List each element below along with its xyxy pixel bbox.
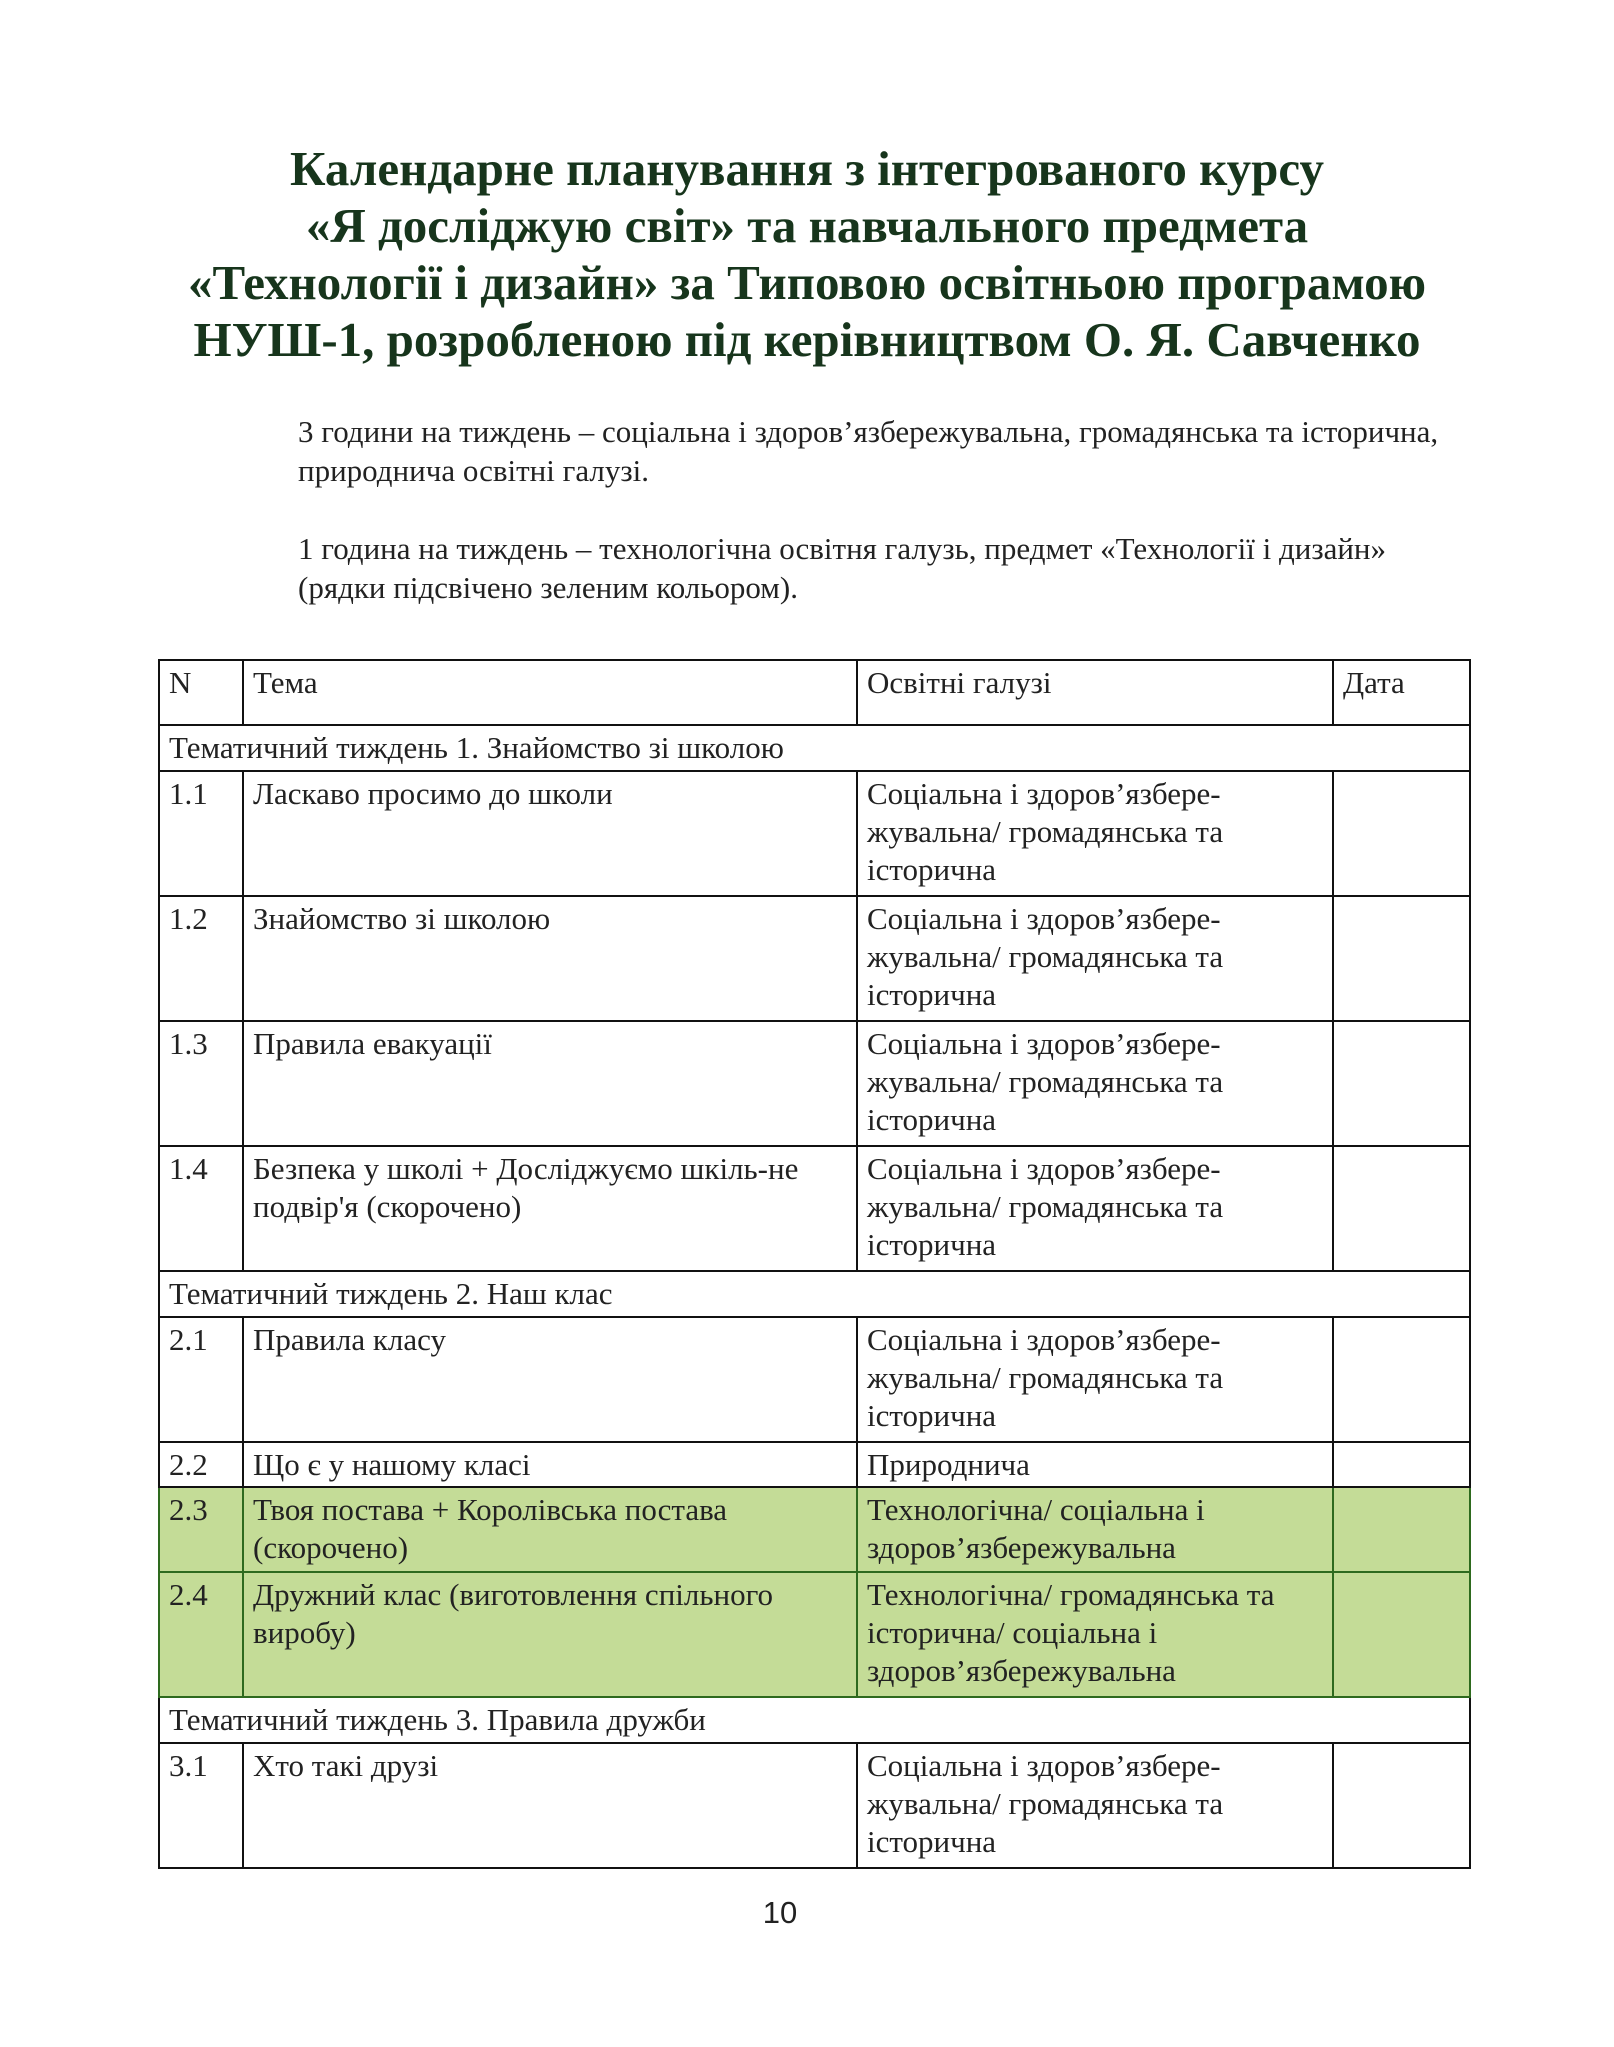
cell-area: Соціальна і здоров’язбере-жувальна/ громадянська та історична bbox=[857, 896, 1333, 1021]
cell-topic: Дружний клас (виготовлення спільного виробу) bbox=[243, 1572, 857, 1697]
page-number: 10 bbox=[762, 1895, 798, 1930]
cell-area: Соціальна і здоров’язбере-жувальна/ громадянська та історична bbox=[857, 1743, 1333, 1868]
cell-area: Природнича bbox=[857, 1442, 1333, 1487]
table-row bbox=[159, 1317, 1470, 1442]
cell-number: 3.1 bbox=[159, 1743, 243, 1868]
cell-number: 2.1 bbox=[159, 1317, 243, 1442]
cell-topic: Твоя постава + Королівська постава (скорочено) bbox=[243, 1487, 857, 1572]
title-line: НУШ-1, розробленою під керівництвом О. Я. Савченко bbox=[193, 312, 1421, 367]
cell-number: 2.3 bbox=[159, 1487, 243, 1572]
cell-topic: Безпека у школі + Досліджуємо шкіль-не подвір'я (скорочено) bbox=[243, 1146, 857, 1271]
intro-paragraph-hours-3: 3 години на тиждень – соціальна і здоров’язбережувальна, громадянська та історична, природнича освітні галузі. bbox=[298, 414, 1439, 488]
cell-topic: Хто такі друзі bbox=[243, 1743, 857, 1868]
week-row bbox=[159, 1271, 1470, 1317]
cell-number: 2.2 bbox=[159, 1442, 243, 1487]
table-row-highlighted bbox=[159, 1487, 1470, 1572]
cell-date bbox=[1333, 1146, 1470, 1271]
week-title: Тематичний тиждень 1. Знайомство зі школою bbox=[159, 725, 1470, 771]
week-title: Тематичний тиждень 3. Правила дружби bbox=[159, 1697, 1470, 1743]
cell-date bbox=[1333, 1743, 1470, 1868]
table-row bbox=[159, 1021, 1470, 1146]
table-row bbox=[159, 771, 1470, 896]
title-line: «Я досліджую світ» та навчального предмета bbox=[305, 198, 1309, 253]
header-date: Дата bbox=[1333, 660, 1470, 725]
cell-number: 1.4 bbox=[159, 1146, 243, 1271]
intro-paragraph-hours-1: 1 година на тиждень – технологічна освітня галузь, предмет «Технології і дизайн» (рядки підсвічено зеленим кольором). bbox=[298, 531, 1387, 605]
page-title bbox=[120, 140, 1494, 368]
table-row bbox=[159, 1146, 1470, 1271]
cell-number: 1.1 bbox=[159, 771, 243, 896]
cell-number: 1.2 bbox=[159, 896, 243, 1021]
table-row bbox=[159, 896, 1470, 1021]
cell-topic: Знайомство зі школою bbox=[243, 896, 857, 1021]
cell-date bbox=[1333, 1572, 1470, 1697]
table-row bbox=[159, 1743, 1470, 1868]
cell-area: Технологічна/ соціальна і здоров’язбережувальна bbox=[857, 1487, 1333, 1572]
cell-area: Соціальна і здоров’язбере-жувальна/ громадянська та історична bbox=[857, 1146, 1333, 1271]
table-row-highlighted bbox=[159, 1572, 1470, 1697]
cell-topic: Правила класу bbox=[243, 1317, 857, 1442]
week-row bbox=[159, 1697, 1470, 1743]
week-row bbox=[159, 725, 1470, 771]
intro-text bbox=[298, 412, 1458, 607]
title-line: Календарне планування з інтегрованого курсу bbox=[290, 141, 1324, 196]
cell-date bbox=[1333, 1442, 1470, 1487]
cell-area: Соціальна і здоров’язбере-жувальна/ громадянська та історична bbox=[857, 771, 1333, 896]
cell-number: 2.4 bbox=[159, 1572, 243, 1697]
cell-area: Соціальна і здоров’язбере-жувальна/ громадянська та історична bbox=[857, 1021, 1333, 1146]
cell-area: Соціальна і здоров’язбере-жувальна/ громадянська та історична bbox=[857, 1317, 1333, 1442]
table-row bbox=[159, 1442, 1470, 1487]
title-line: «Технології і дизайн» за Типовою освітньою програмою bbox=[187, 255, 1427, 310]
cell-date bbox=[1333, 1021, 1470, 1146]
header-number: N bbox=[159, 660, 243, 725]
cell-number: 1.3 bbox=[159, 1021, 243, 1146]
cell-topic: Правила евакуації bbox=[243, 1021, 857, 1146]
week-title: Тематичний тиждень 2. Наш клас bbox=[159, 1271, 1470, 1317]
cell-area: Технологічна/ громадянська та історична/ соціальна і здоров’язбережувальна bbox=[857, 1572, 1333, 1697]
header-areas: Освітні галузі bbox=[857, 660, 1333, 725]
cell-date bbox=[1333, 771, 1470, 896]
cell-date bbox=[1333, 896, 1470, 1021]
header-topic: Тема bbox=[243, 660, 857, 725]
table-header-row bbox=[159, 660, 1470, 725]
cell-date bbox=[1333, 1487, 1470, 1572]
cell-topic: Що є у нашому класі bbox=[243, 1442, 857, 1487]
cell-topic: Ласкаво просимо до школи bbox=[243, 771, 857, 896]
cell-date bbox=[1333, 1317, 1470, 1442]
calendar-plan-table bbox=[158, 659, 1471, 1869]
